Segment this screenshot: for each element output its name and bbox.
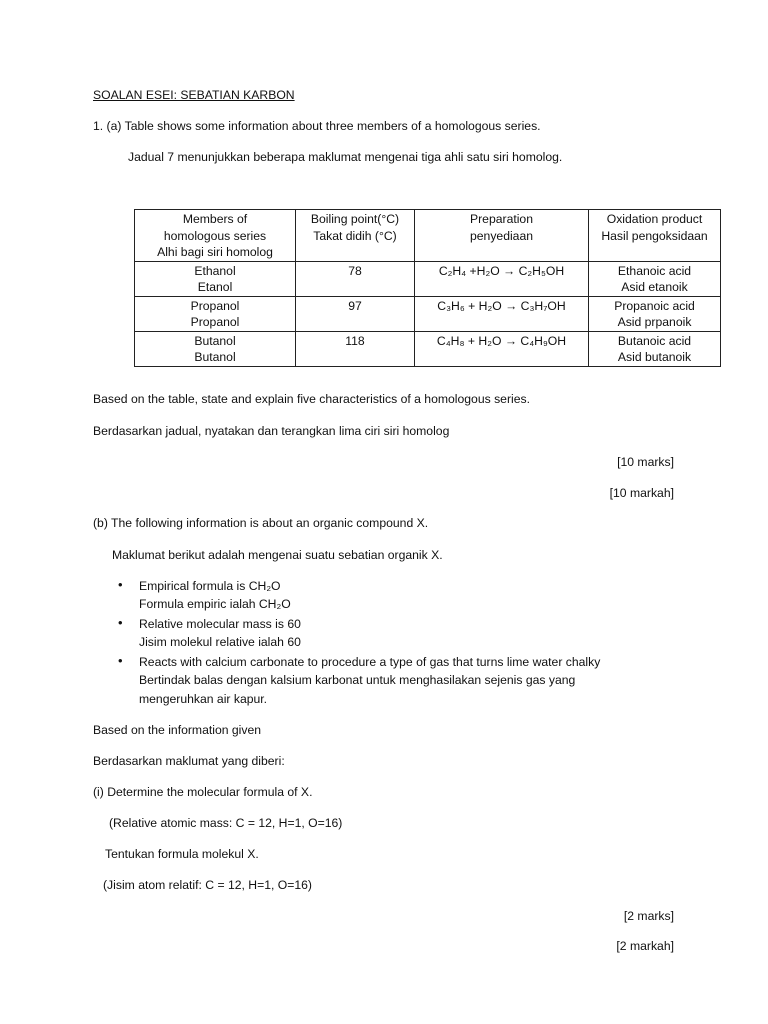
- boiling-point-cell: 97: [296, 296, 415, 331]
- relative-atomic-mass-note-malay: (Jisim atom relatif: C = 12, H=1, O=16): [103, 878, 312, 892]
- boiling-point-cell: 118: [296, 331, 415, 366]
- list-item-malay: Bertindak balas dengan kalsium karbonat untuk menghasilakan sejenis gas yang: [139, 673, 576, 687]
- boiling-point-cell: 78: [296, 261, 415, 296]
- preparation-cell: C₂H₄ +H₂O → C₂H₅OH: [415, 261, 589, 296]
- list-item-malay: Formula empiric ialah CH₂O: [139, 597, 291, 611]
- relative-atomic-mass-note: (Relative atomic mass: C = 12, H=1, O=16): [109, 816, 343, 830]
- list-item-malay: Jisim molekul relative ialah 60: [139, 635, 301, 649]
- question-1b-text-malay: Maklumat berikut adalah mengenai suatu sebatian organik X.: [112, 548, 443, 562]
- member-cell: Propanol Propanol: [135, 296, 296, 331]
- preparation-cell: C₄H₈ + H₂O → C₄H₉OH: [415, 331, 589, 366]
- question-1a-text: 1. (a) Table shows some information about three members of a homologous series.: [93, 119, 541, 133]
- marks-label: [2 marks]: [623, 909, 674, 923]
- table-header-row: [135, 210, 721, 262]
- list-item: Relative molecular mass is 60: [139, 617, 301, 631]
- question-1b-i: (i) Determine the molecular formula of X.: [93, 785, 313, 799]
- question-1a-text-malay: Jadual 7 menunjukkan beberapa maklumat mengenai tiga ahli satu siri homolog.: [128, 150, 563, 164]
- table-row: [135, 261, 721, 296]
- oxidation-product-cell: Propanoic acid Asid prpanoik: [589, 296, 721, 331]
- header-boiling-point: Boiling point(°C) Takat didih (°C): [296, 210, 415, 262]
- preparation-cell: C₃H₆ + H₂O → C₃H₇OH: [415, 296, 589, 331]
- table-row: [135, 296, 721, 331]
- bullet-icon: •: [118, 615, 123, 630]
- based-on-info-malay: Berdasarkan maklumat yang diberi:: [93, 754, 285, 768]
- list-item-malay-continued: mengeruhkan air kapur.: [139, 692, 268, 706]
- bullet-icon: •: [118, 577, 123, 592]
- question-1a-task: Based on the table, state and explain five characteristics of a homologous series.: [93, 392, 530, 406]
- marks-label-malay: [10 markah]: [609, 486, 674, 500]
- list-item: Empirical formula is CH₂O: [139, 579, 281, 593]
- marks-label-malay: [2 markah]: [616, 939, 674, 953]
- question-1b-text: (b) The following information is about an organic compound X.: [93, 516, 429, 530]
- page-title: SOALAN ESEI: SEBATIAN KARBON: [93, 88, 295, 102]
- member-cell: Butanol Butanol: [135, 331, 296, 366]
- based-on-info: Based on the information given: [93, 723, 262, 737]
- header-preparation: Preparation penyediaan: [415, 210, 589, 262]
- header-members: Members of homologous series Alhi bagi siri homolog: [135, 210, 296, 262]
- oxidation-product-cell: Butanoic acid Asid butanoik: [589, 331, 721, 366]
- list-item: Reacts with calcium carbonate to procedure a type of gas that turns lime water chalky: [139, 655, 601, 669]
- question-1b-i-malay: Tentukan formula molekul X.: [105, 847, 259, 861]
- header-oxidation-product: Oxidation product Hasil pengoksidaan: [589, 210, 721, 262]
- marks-label: [10 marks]: [617, 455, 674, 469]
- question-1a-task-malay: Berdasarkan jadual, nyatakan dan terangkan lima ciri siri homolog: [93, 424, 450, 438]
- homologous-series-table: [134, 209, 721, 367]
- bullet-icon: •: [118, 653, 123, 668]
- oxidation-product-cell: Ethanoic acid Asid etanoik: [589, 261, 721, 296]
- member-cell: Ethanol Etanol: [135, 261, 296, 296]
- table-row: [135, 331, 721, 366]
